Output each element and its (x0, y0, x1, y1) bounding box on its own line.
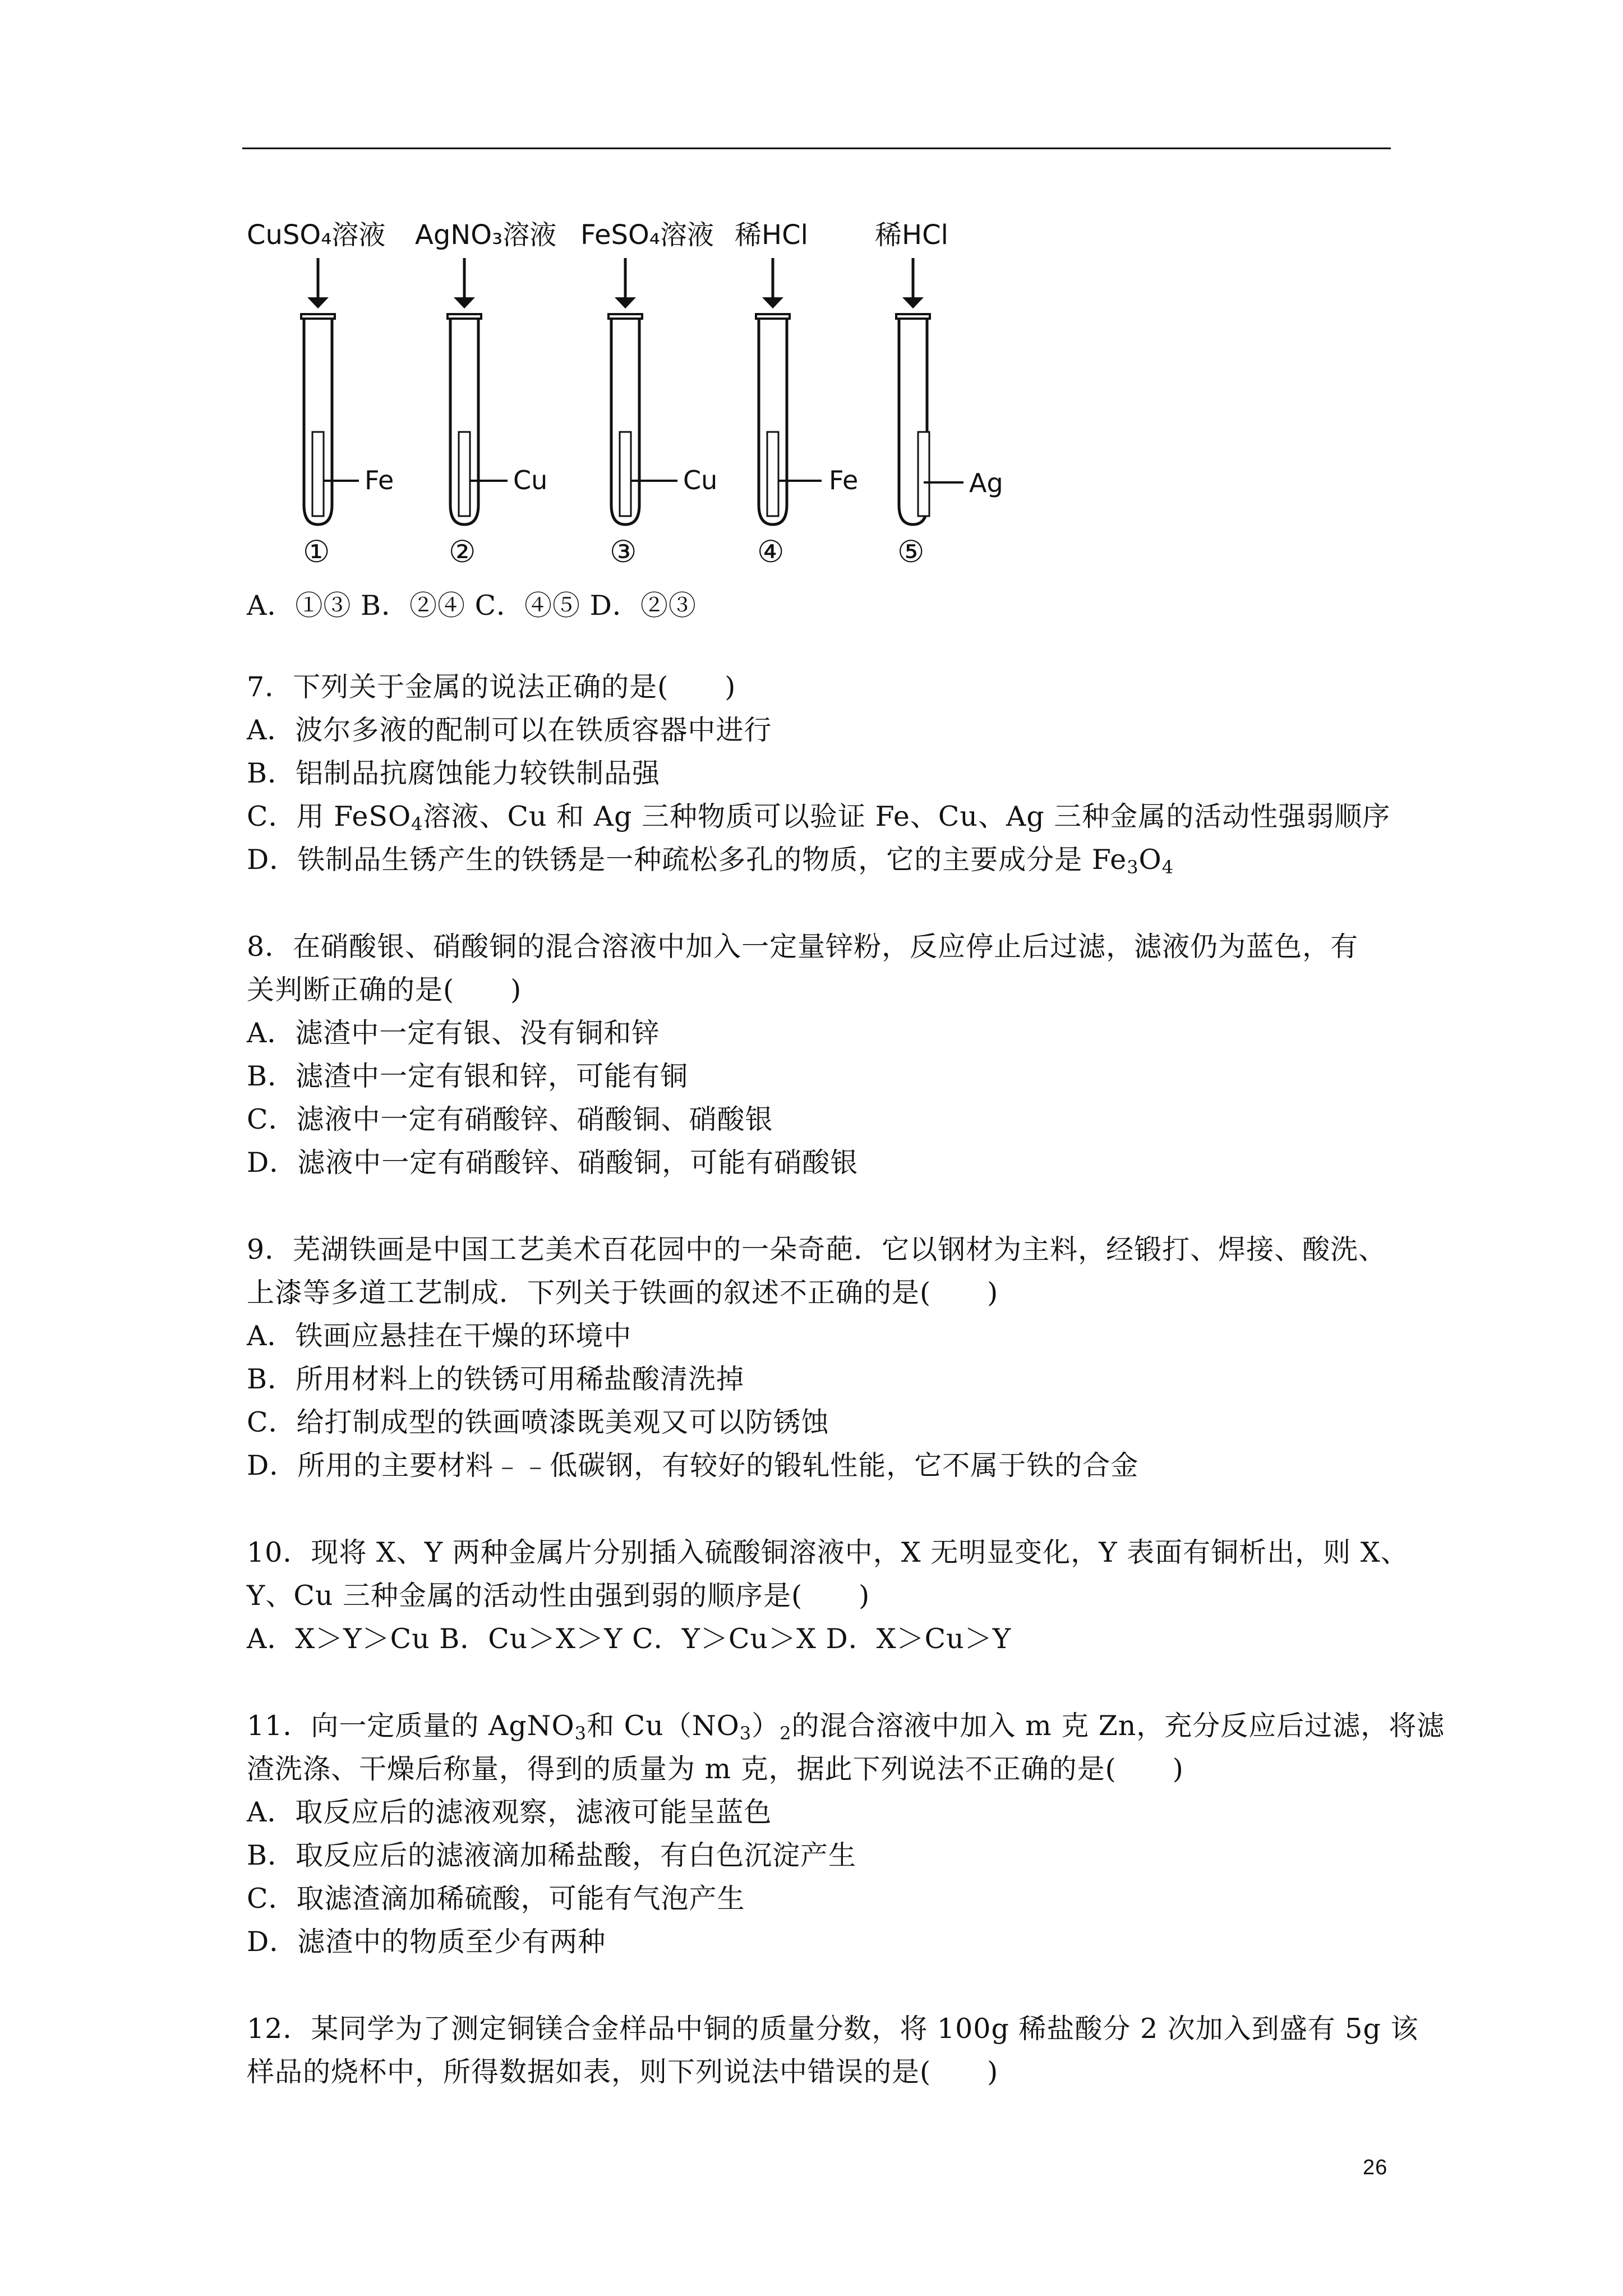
q10-option-d: D．X＞Cu＞Y (826, 1623, 1012, 1655)
q10-stem-line1: 10．现将 X、Y 两种金属片分别插入硫酸铜溶液中，X 无明显变化，Y 表面有铜析出，则 X、 (247, 1536, 1409, 1568)
page-number: 26 (1363, 2156, 1388, 2179)
tube-3-metal: Cu (683, 465, 718, 495)
tube-5-reagent: 稀HCl (875, 219, 948, 251)
tube-5-metal: Ag (969, 468, 1003, 498)
q7-option-b: B．铝制品抗腐蚀能力较铁制品强 (247, 757, 661, 789)
test-tube-figure (0, 0, 1623, 572)
tube-3 (580, 219, 717, 569)
q8-option-a: A．滤渣中一定有银、没有铜和锌 (247, 1017, 660, 1049)
tube-2-number: ② (449, 534, 476, 569)
q10-option-c: C．Y＞Cu＞X (632, 1623, 817, 1655)
q10-options (247, 1625, 1011, 1653)
tube-2-reagent: AgNO₃溶液 (415, 219, 557, 251)
q7-option-a: A．波尔多液的配制可以在铁质容器中进行 (247, 714, 772, 746)
q12-stem-line1: 12．某同学为了测定铜镁合金样品中铜的质量分数，将 100g 稀盐酸分 2 次加入到盛有 5g 该 (247, 2013, 1419, 2045)
q8-stem-line2: 关判断正确的是( ) (247, 974, 522, 1006)
q9-option-c: C．给打制成型的铁画喷漆既美观又可以防锈蚀 (247, 1406, 829, 1438)
q7-option-c: C．用 FeSO$_4$溶液、Cu 和 Ag 三种物质可以验证 Fe、Cu、Ag 三种金属的活动性强弱顺序 (247, 800, 1391, 835)
tube-2 (415, 219, 556, 569)
q8-stem-line1: 8．在硝酸银、硝酸铜的混合溶液中加入一定量锌粉，反应停止后过滤，滤液仍为蓝色，有 (247, 931, 1359, 963)
tube-1-metal: Fe (365, 465, 394, 495)
tube-1-reagent: CuSO₄溶液 (247, 219, 386, 251)
q11-stem-line1: 11．向一定质量的 AgNO$_3$和 $Cu(NO_3)_2$的混合溶液中加入 m 克 Zn，充分反应后过滤，将滤 (247, 1710, 1445, 1744)
q11-option-c: C．取滤渣滴加稀硫酸，可能有气泡产生 (247, 1883, 745, 1915)
q6-option-b: B．②④ (360, 590, 465, 622)
tube-1 (247, 219, 394, 569)
tube-4 (735, 219, 858, 569)
q9-stem-line1: 9．芜湖铁画是中国工艺美术百花园中的一朵奇葩．它以钢材为主料，经锻打、焊接、酸洗、 (247, 1234, 1387, 1266)
q7-stem: 7．下列关于金属的说法正确的是( ) (247, 671, 736, 703)
q10-option-b: B．Cu＞X＞Y (439, 1623, 623, 1655)
tube-4-reagent: 稀HCl (735, 219, 808, 251)
q9-option-a: A．铁画应悬挂在干燥的环境中 (247, 1320, 632, 1352)
q7-option-d: D．铁制品生锈产生的铁锈是一种疏松多孔的物质，它的主要成分是 $Fe_3O_4$ (247, 844, 1174, 878)
q12-stem-line2: 样品的烧杯中，所得数据如表，则下列说法中错误的是( ) (247, 2056, 999, 2088)
q8-option-b: B．滤渣中一定有银和锌，可能有铜 (247, 1060, 689, 1092)
q11-option-d: D．滤渣中的物质至少有两种 (247, 1926, 606, 1958)
q11-option-b: B．取反应后的滤液滴加稀盐酸，有白色沉淀产生 (247, 1839, 857, 1871)
tube-1-number: ① (303, 534, 330, 569)
tube-3-reagent: FeSO₄溶液 (580, 219, 714, 251)
q10-stem-line2: Y、Cu 三种金属的活动性由强到弱的顺序是( ) (247, 1580, 870, 1612)
q9-stem-line2: 上漆等多道工艺制成．下列关于铁画的叙述不正确的是( ) (247, 1277, 999, 1309)
q6-option-d: D．②③ (589, 590, 697, 622)
q8-option-d: D．滤液中一定有硝酸锌、硝酸铜，可能有硝酸银 (247, 1147, 859, 1179)
tube-4-number: ④ (757, 534, 785, 569)
tube-5 (875, 219, 1003, 569)
q6-option-c: C．④⑤ (474, 590, 581, 622)
q10-option-a: A．X＞Y＞Cu (247, 1623, 430, 1655)
tube-4-metal: Fe (829, 465, 859, 495)
q6-option-a: A．①③ (247, 590, 352, 622)
q9-option-b: B．所用材料上的铁锈可用稀盐酸清洗掉 (247, 1363, 745, 1395)
q8-option-c: C．滤液中一定有硝酸锌、硝酸铜、硝酸银 (247, 1103, 773, 1135)
tube-3-number: ③ (610, 534, 637, 569)
q6-options (247, 590, 697, 622)
tube-5-number: ⑤ (897, 534, 925, 569)
tube-2-metal: Cu (513, 465, 548, 495)
q11-option-a: A．取反应后的滤液观察，滤液可能呈蓝色 (247, 1796, 772, 1828)
q9-option-d: D．所用的主要材料﹣﹣低碳钢，有较好的锻轧性能，它不属于铁的合金 (247, 1450, 1139, 1481)
q11-stem-line2: 渣洗涤、干燥后称量，得到的质量为 m 克，据此下列说法不正确的是( ) (247, 1753, 1184, 1785)
